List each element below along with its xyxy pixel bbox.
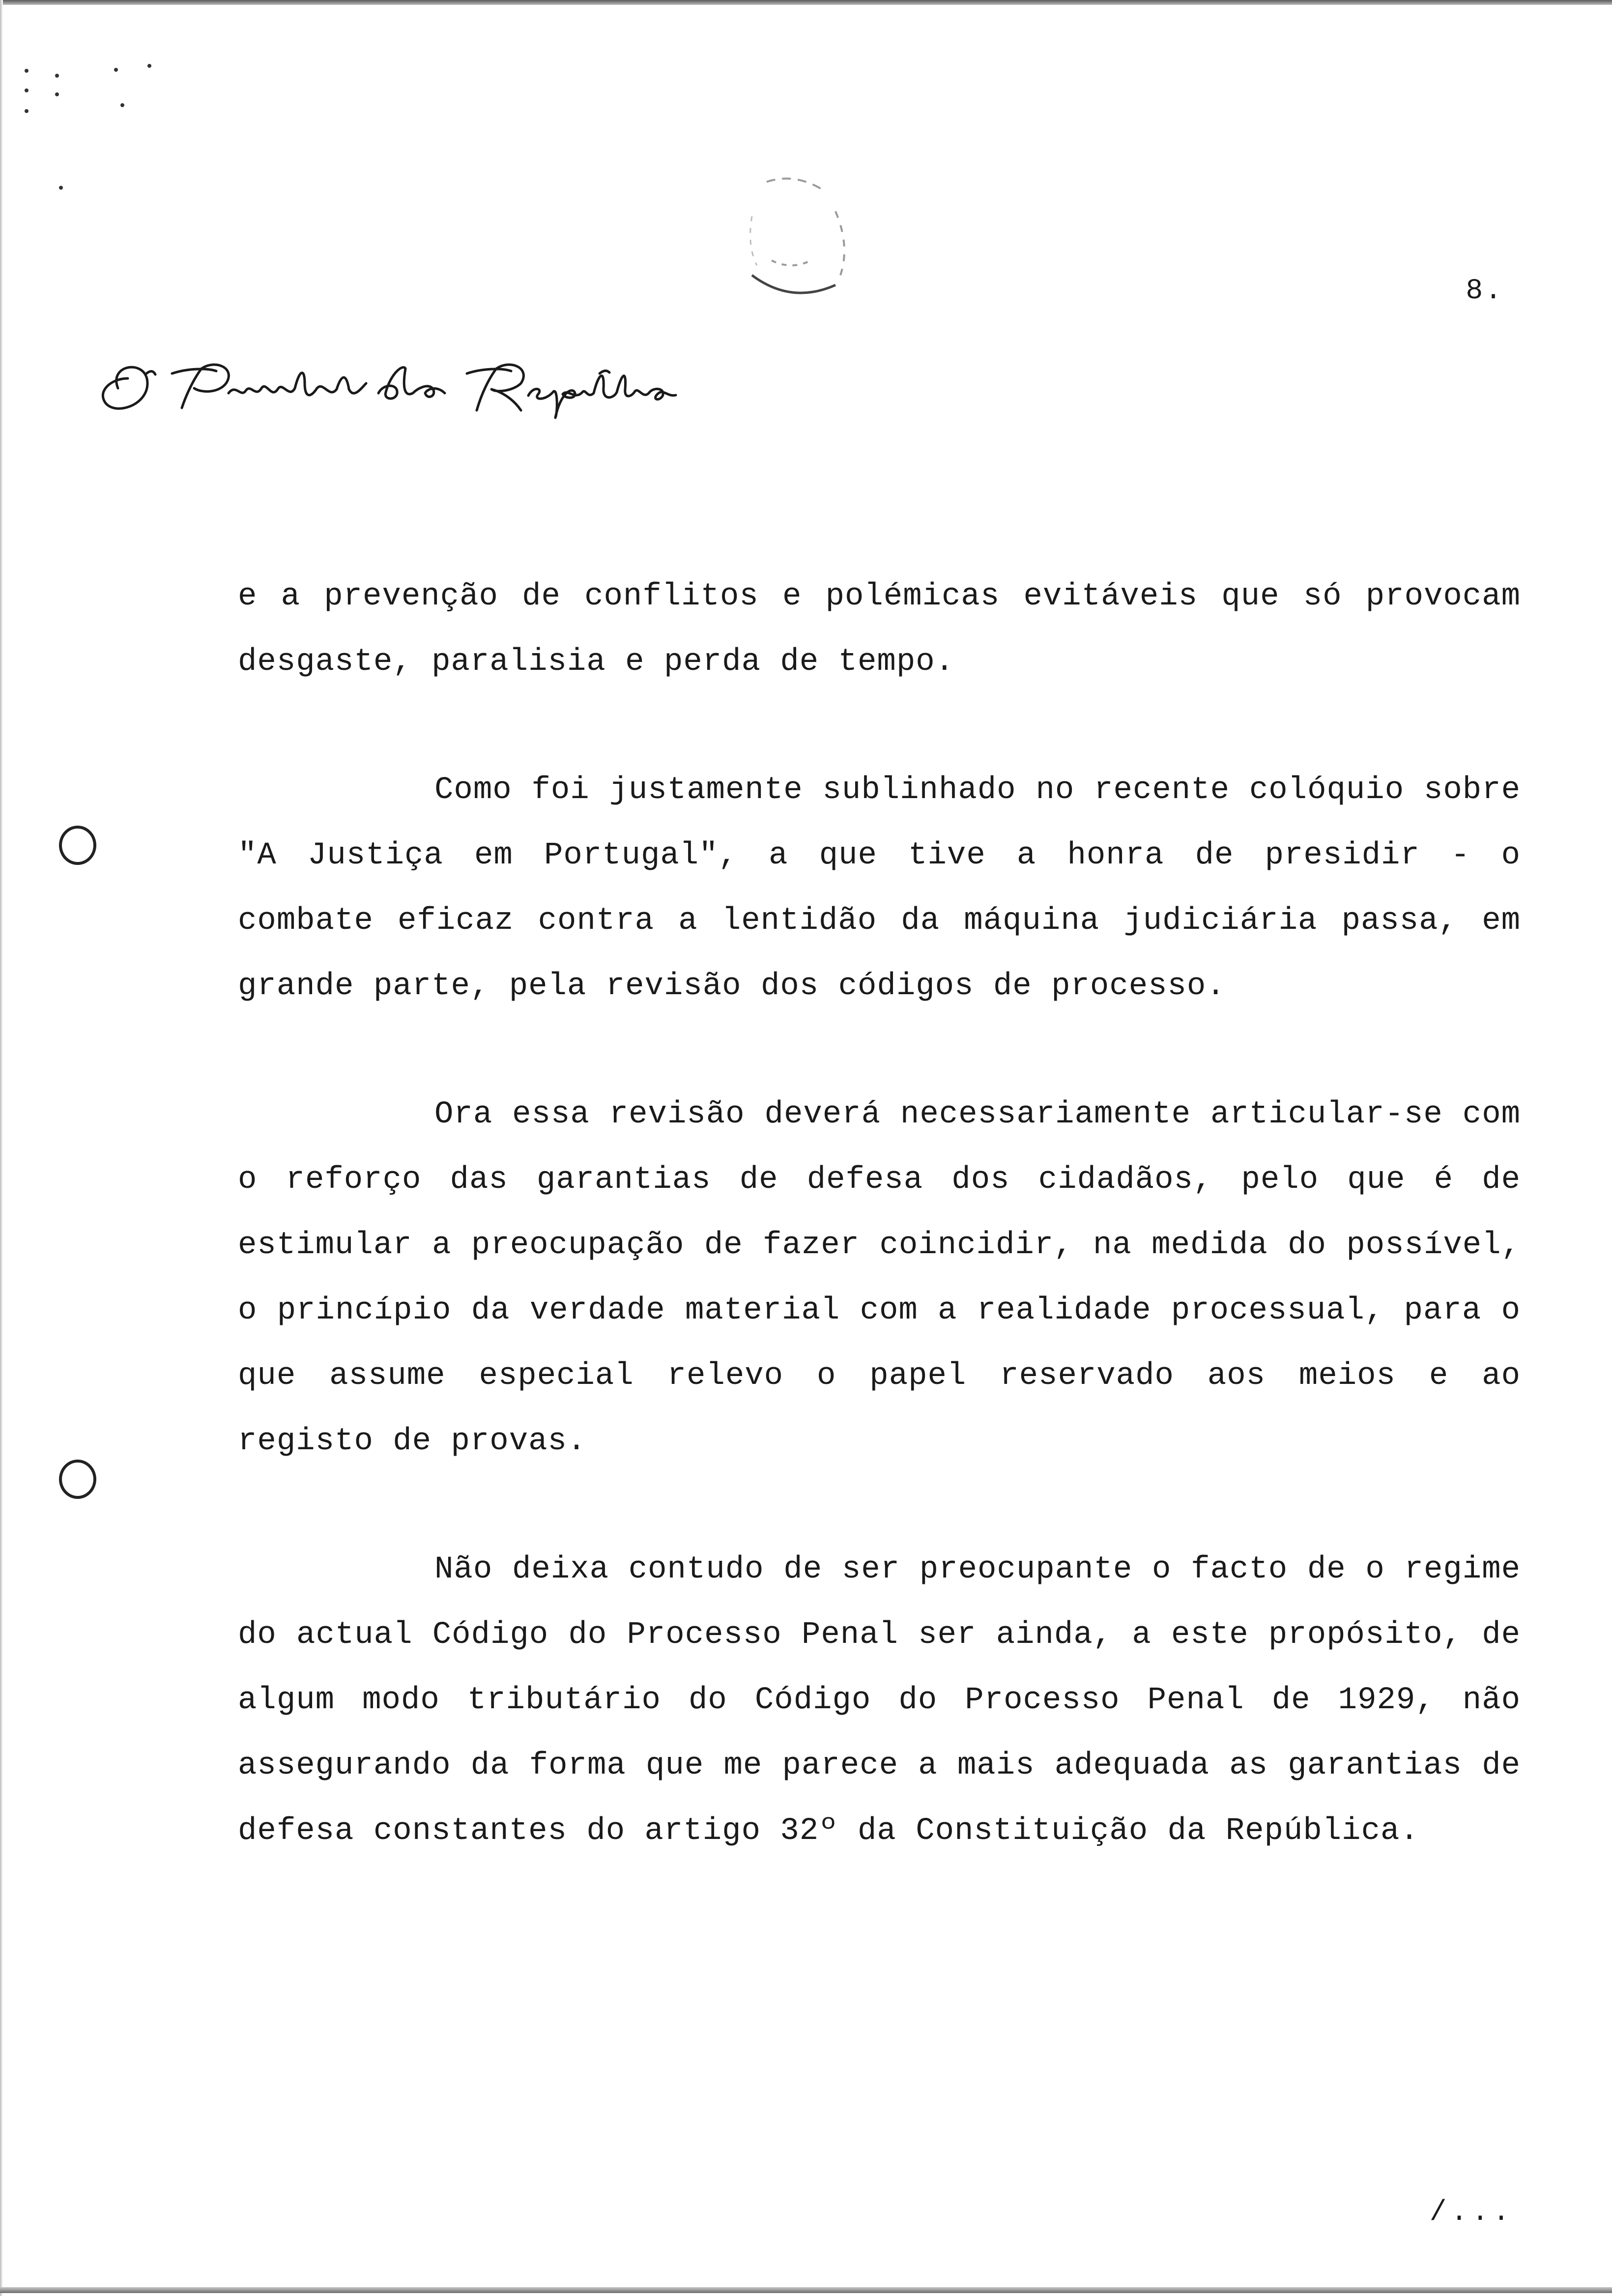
paragraph: Não deixa contudo de ser preocupante o facto de o regime do actual Código do Processo Penal ser ainda, a este propósito, de algum modo tributário do Código do Processo Penal de 1929, não assegurando da forma que me parece a mais adequada as garantias de defesa constantes do artigo 32º da Constituição da República. — [238, 1552, 1521, 1849]
page-number: 8. — [1466, 275, 1504, 307]
letterhead-logo — [88, 354, 678, 423]
punch-hole — [59, 826, 96, 865]
scan-speck — [120, 103, 124, 107]
top-scan-edge — [0, 0, 1612, 5]
paragraph: Como foi justamente sublinhado no recente colóquio sobre "A Justiça em Portugal", a que tive a honra de presidir - o combate eficaz contra a lentidão da máquina judiciária passa, em grande parte, pela revisão dos códigos de processo. — [238, 773, 1521, 1004]
scan-speck — [25, 69, 29, 73]
paragraph: Ora essa revisão deverá necessariamente articular-se com o reforço das garantias de defesa dos cidadãos, pelo que é de estimular a preocupação de fazer coincidir, na medida do possível, o princípio da verdade material com a realidade processual, para o que assume especial relevo o papel reservado aos meios e ao registo de provas. — [238, 1097, 1521, 1459]
scan-speck — [25, 109, 29, 113]
scan-speck — [55, 92, 59, 96]
document-body — [238, 564, 1521, 1927]
paragraph: e a prevenção de conflitos e polémicas evitáveis que só provocam desgaste, paralisia e perda de tempo. — [238, 579, 1521, 680]
scan-speck — [59, 186, 63, 190]
scan-speck — [114, 68, 118, 72]
scan-speck — [55, 74, 59, 78]
faint-stamp-icon — [737, 162, 855, 310]
scan-speck — [147, 64, 151, 68]
continuation-mark: /... — [1429, 2197, 1514, 2229]
bottom-scan-edge — [0, 2287, 1612, 2293]
punch-hole — [59, 1460, 96, 1499]
scan-speck — [25, 88, 29, 92]
left-scan-edge — [0, 0, 3, 2296]
